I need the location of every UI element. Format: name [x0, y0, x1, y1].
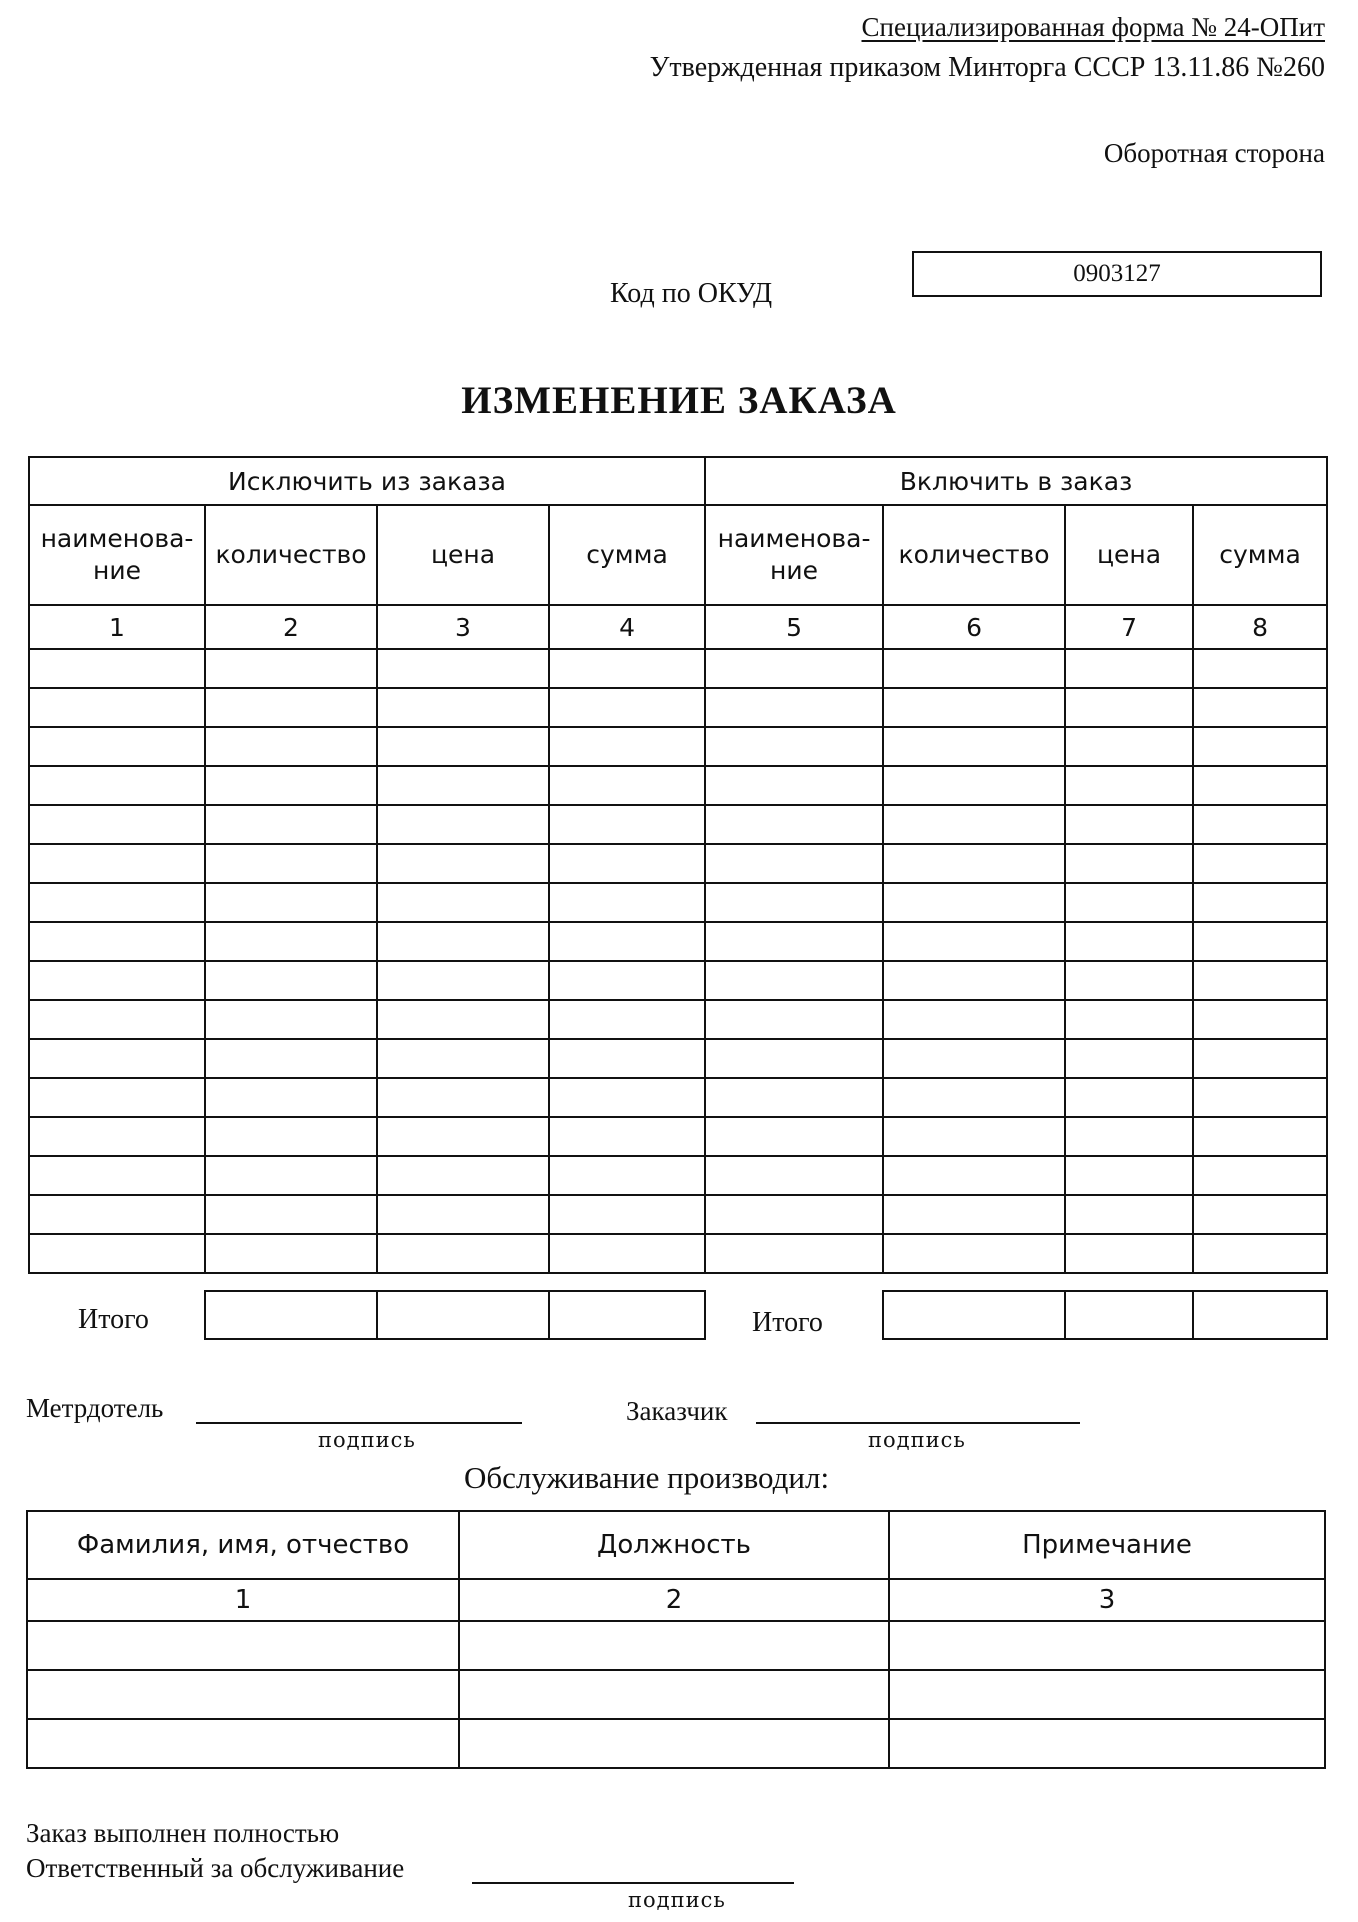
empty-cell[interactable] [883, 1117, 1065, 1156]
table-row [29, 1195, 1327, 1234]
empty-cell[interactable] [883, 649, 1065, 688]
okud-label: Код по ОКУД [610, 278, 773, 309]
empty-cell[interactable] [29, 1117, 205, 1156]
table-row [29, 688, 1327, 727]
column-header: сумма [1193, 505, 1327, 605]
empty-cell[interactable] [1193, 1000, 1327, 1039]
staff-table [26, 1510, 1326, 1769]
approval-note: Утвержденная приказом Минторга СССР 13.11.86 №260 [649, 52, 1325, 83]
form-name: Специализированная форма № 24-ОПит [861, 12, 1325, 42]
table-row [27, 1719, 1325, 1768]
okud-code-box: 0903127 [912, 251, 1322, 297]
empty-cell[interactable] [205, 1117, 377, 1156]
column-header: Фамилия, имя, отчество [27, 1511, 459, 1579]
empty-cell[interactable] [205, 1195, 377, 1234]
order-rows [29, 649, 1327, 1273]
empty-cell[interactable] [883, 1039, 1065, 1078]
empty-cell[interactable] [377, 727, 549, 766]
column-number: 1 [27, 1579, 459, 1621]
table-row [29, 961, 1327, 1000]
empty-cell[interactable] [883, 766, 1065, 805]
empty-cell[interactable] [377, 844, 549, 883]
table-row [29, 766, 1327, 805]
empty-cell[interactable] [377, 1234, 549, 1273]
empty-cell[interactable] [29, 844, 205, 883]
empty-cell[interactable] [1193, 1039, 1327, 1078]
table-row [27, 1621, 1325, 1670]
total-label-exclude: Итого [78, 1304, 149, 1335]
empty-cell[interactable] [29, 883, 205, 922]
empty-cell[interactable] [377, 766, 549, 805]
empty-cell[interactable] [1193, 1117, 1327, 1156]
group-exclude-header: Исключить из заказа [29, 457, 705, 505]
column-number: 4 [549, 605, 705, 649]
table-row [29, 922, 1327, 961]
column-header: Должность [459, 1511, 889, 1579]
empty-cell[interactable] [705, 649, 883, 688]
empty-cell[interactable] [205, 805, 377, 844]
empty-cell[interactable] [29, 688, 205, 727]
total-sum-cell[interactable] [1193, 1291, 1327, 1339]
empty-cell[interactable] [549, 1117, 705, 1156]
empty-cell[interactable] [1065, 844, 1193, 883]
empty-cell[interactable] [883, 1078, 1065, 1117]
empty-cell[interactable] [705, 1234, 883, 1273]
column-number: 8 [1193, 605, 1327, 649]
group-include-header: Включить в заказ [705, 457, 1327, 505]
table-row [29, 1117, 1327, 1156]
empty-cell[interactable] [705, 805, 883, 844]
table-row [29, 727, 1327, 766]
table-row [29, 649, 1327, 688]
empty-cell[interactable] [205, 922, 377, 961]
empty-cell[interactable] [205, 766, 377, 805]
empty-cell[interactable] [205, 1234, 377, 1273]
empty-cell[interactable] [29, 961, 205, 1000]
empty-cell[interactable] [29, 727, 205, 766]
empty-cell[interactable] [549, 1039, 705, 1078]
empty-cell[interactable] [29, 1000, 205, 1039]
empty-cell[interactable] [889, 1621, 1325, 1670]
empty-cell[interactable] [29, 649, 205, 688]
empty-cell[interactable] [705, 922, 883, 961]
empty-cell[interactable] [377, 922, 549, 961]
table-row [29, 1039, 1327, 1078]
table-row [29, 883, 1327, 922]
empty-cell[interactable] [205, 727, 377, 766]
column-number: 1 [29, 605, 205, 649]
column-number: 6 [883, 605, 1065, 649]
empty-cell[interactable] [883, 883, 1065, 922]
empty-cell[interactable] [1193, 844, 1327, 883]
empty-cell[interactable] [29, 1078, 205, 1117]
total-sum-cell[interactable] [549, 1291, 705, 1339]
empty-cell[interactable] [377, 883, 549, 922]
total-price-cell[interactable] [1065, 1291, 1193, 1339]
empty-cell[interactable] [549, 883, 705, 922]
page-title: ИЗМЕНЕНИЕ ЗАКАЗА [461, 379, 897, 422]
column-header: Примечание [889, 1511, 1325, 1579]
empty-cell[interactable] [883, 1234, 1065, 1273]
order-change-table [28, 456, 1328, 1274]
empty-cell[interactable] [549, 1156, 705, 1195]
empty-cell[interactable] [883, 688, 1065, 727]
empty-cell[interactable] [883, 1195, 1065, 1234]
empty-cell[interactable] [1193, 883, 1327, 922]
empty-cell[interactable] [1065, 1156, 1193, 1195]
total-include-cells [882, 1290, 1328, 1340]
empty-cell[interactable] [883, 922, 1065, 961]
empty-cell[interactable] [205, 961, 377, 1000]
empty-cell[interactable] [459, 1670, 889, 1719]
empty-cell[interactable] [705, 1195, 883, 1234]
empty-cell[interactable] [1065, 649, 1193, 688]
customer-signature-line[interactable] [756, 1422, 1080, 1424]
table-row [29, 805, 1327, 844]
empty-cell[interactable] [549, 1078, 705, 1117]
empty-cell[interactable] [549, 961, 705, 1000]
empty-cell[interactable] [1193, 805, 1327, 844]
empty-cell[interactable] [1065, 1039, 1193, 1078]
column-header: количество [883, 505, 1065, 605]
empty-cell[interactable] [883, 805, 1065, 844]
empty-cell[interactable] [29, 1039, 205, 1078]
column-header: цена [1065, 505, 1193, 605]
empty-cell[interactable] [705, 1000, 883, 1039]
empty-cell[interactable] [1193, 961, 1327, 1000]
empty-cell[interactable] [377, 688, 549, 727]
empty-cell[interactable] [1065, 922, 1193, 961]
empty-cell[interactable] [27, 1719, 459, 1768]
empty-cell[interactable] [377, 1078, 549, 1117]
empty-cell[interactable] [459, 1719, 889, 1768]
empty-cell[interactable] [1065, 1117, 1193, 1156]
service-title: Обслуживание производил: [464, 1460, 830, 1495]
empty-cell[interactable] [29, 805, 205, 844]
empty-cell[interactable] [883, 961, 1065, 1000]
total-quantity-cell[interactable] [883, 1291, 1065, 1339]
empty-cell[interactable] [549, 805, 705, 844]
column-number: 2 [459, 1579, 889, 1621]
empty-cell[interactable] [1065, 727, 1193, 766]
empty-cell[interactable] [1065, 1195, 1193, 1234]
empty-cell[interactable] [705, 766, 883, 805]
empty-cell[interactable] [549, 922, 705, 961]
column-number: 2 [205, 605, 377, 649]
empty-cell[interactable] [1065, 688, 1193, 727]
empty-cell[interactable] [883, 844, 1065, 883]
empty-cell[interactable] [1193, 1195, 1327, 1234]
empty-cell[interactable] [29, 1234, 205, 1273]
empty-cell[interactable] [205, 844, 377, 883]
empty-cell[interactable] [29, 766, 205, 805]
empty-cell[interactable] [1065, 961, 1193, 1000]
total-exclude-cells [204, 1290, 706, 1340]
empty-cell[interactable] [459, 1621, 889, 1670]
empty-cell[interactable] [205, 688, 377, 727]
empty-cell[interactable] [1065, 1234, 1193, 1273]
empty-cell[interactable] [889, 1719, 1325, 1768]
empty-cell[interactable] [27, 1670, 459, 1719]
empty-cell[interactable] [205, 883, 377, 922]
column-number: 3 [377, 605, 549, 649]
empty-cell[interactable] [883, 1156, 1065, 1195]
empty-cell[interactable] [377, 1039, 549, 1078]
maitre-label: Метрдотель [26, 1393, 164, 1423]
empty-cell[interactable] [205, 1078, 377, 1117]
empty-cell[interactable] [705, 961, 883, 1000]
empty-cell[interactable] [1065, 766, 1193, 805]
empty-cell[interactable] [1193, 727, 1327, 766]
empty-cell[interactable] [705, 688, 883, 727]
empty-cell[interactable] [549, 649, 705, 688]
empty-cell[interactable] [1065, 1000, 1193, 1039]
empty-cell[interactable] [549, 1195, 705, 1234]
empty-cell[interactable] [377, 1117, 549, 1156]
column-number: 7 [1065, 605, 1193, 649]
signature-caption: подпись [318, 1428, 416, 1452]
signature-caption: подпись [628, 1888, 726, 1912]
empty-cell[interactable] [889, 1670, 1325, 1719]
empty-cell[interactable] [377, 1195, 549, 1234]
empty-cell[interactable] [883, 1000, 1065, 1039]
empty-cell[interactable] [377, 961, 549, 1000]
empty-cell[interactable] [1193, 766, 1327, 805]
empty-cell[interactable] [205, 1039, 377, 1078]
empty-cell[interactable] [705, 883, 883, 922]
table-row [29, 1078, 1327, 1117]
empty-cell[interactable] [549, 727, 705, 766]
empty-cell[interactable] [549, 688, 705, 727]
empty-cell[interactable] [1065, 883, 1193, 922]
empty-cell[interactable] [29, 1195, 205, 1234]
empty-cell[interactable] [705, 727, 883, 766]
empty-cell[interactable] [1193, 649, 1327, 688]
empty-cell[interactable] [705, 1039, 883, 1078]
empty-cell[interactable] [377, 805, 549, 844]
empty-cell[interactable] [549, 1234, 705, 1273]
staff-rows [27, 1621, 1325, 1768]
column-header: сумма [549, 505, 705, 605]
empty-cell[interactable] [705, 1078, 883, 1117]
customer-label: Заказчик [626, 1396, 728, 1426]
responsible-label: Ответственный за обслуживание [26, 1853, 405, 1883]
empty-cell[interactable] [705, 844, 883, 883]
empty-cell[interactable] [29, 1156, 205, 1195]
table-row [29, 1000, 1327, 1039]
empty-cell[interactable] [1193, 688, 1327, 727]
reverse-side-label: Оборотная сторона [1103, 138, 1325, 168]
empty-cell[interactable] [549, 1000, 705, 1039]
maitre-signature-line[interactable] [196, 1422, 522, 1424]
column-number: 3 [889, 1579, 1325, 1621]
empty-cell[interactable] [1193, 1234, 1327, 1273]
empty-cell[interactable] [27, 1621, 459, 1670]
table-row [29, 1234, 1327, 1273]
order-done-label: Заказ выполнен полностью [26, 1818, 340, 1848]
total-label-include: Итого [752, 1307, 823, 1338]
column-header: цена [377, 505, 549, 605]
empty-cell[interactable] [1065, 805, 1193, 844]
column-header: наименова-ние [705, 505, 883, 605]
column-header: количество [205, 505, 377, 605]
empty-cell[interactable] [705, 1117, 883, 1156]
column-number: 5 [705, 605, 883, 649]
responsible-signature-line[interactable] [472, 1882, 794, 1884]
table-row [29, 1156, 1327, 1195]
empty-cell[interactable] [549, 844, 705, 883]
empty-cell[interactable] [705, 1156, 883, 1195]
empty-cell[interactable] [29, 922, 205, 961]
empty-cell[interactable] [205, 1156, 377, 1195]
empty-cell[interactable] [1193, 1156, 1327, 1195]
empty-cell[interactable] [377, 1000, 549, 1039]
empty-cell[interactable] [377, 1156, 549, 1195]
empty-cell[interactable] [549, 766, 705, 805]
empty-cell[interactable] [377, 649, 549, 688]
column-header: наименова-ние [29, 505, 205, 605]
signature-caption: подпись [868, 1428, 966, 1452]
total-price-cell[interactable] [377, 1291, 549, 1339]
empty-cell[interactable] [883, 727, 1065, 766]
empty-cell[interactable] [1193, 1078, 1327, 1117]
empty-cell[interactable] [205, 649, 377, 688]
table-row [27, 1670, 1325, 1719]
empty-cell[interactable] [1065, 1078, 1193, 1117]
empty-cell[interactable] [205, 1000, 377, 1039]
total-quantity-cell[interactable] [205, 1291, 377, 1339]
table-row [29, 844, 1327, 883]
empty-cell[interactable] [1193, 922, 1327, 961]
